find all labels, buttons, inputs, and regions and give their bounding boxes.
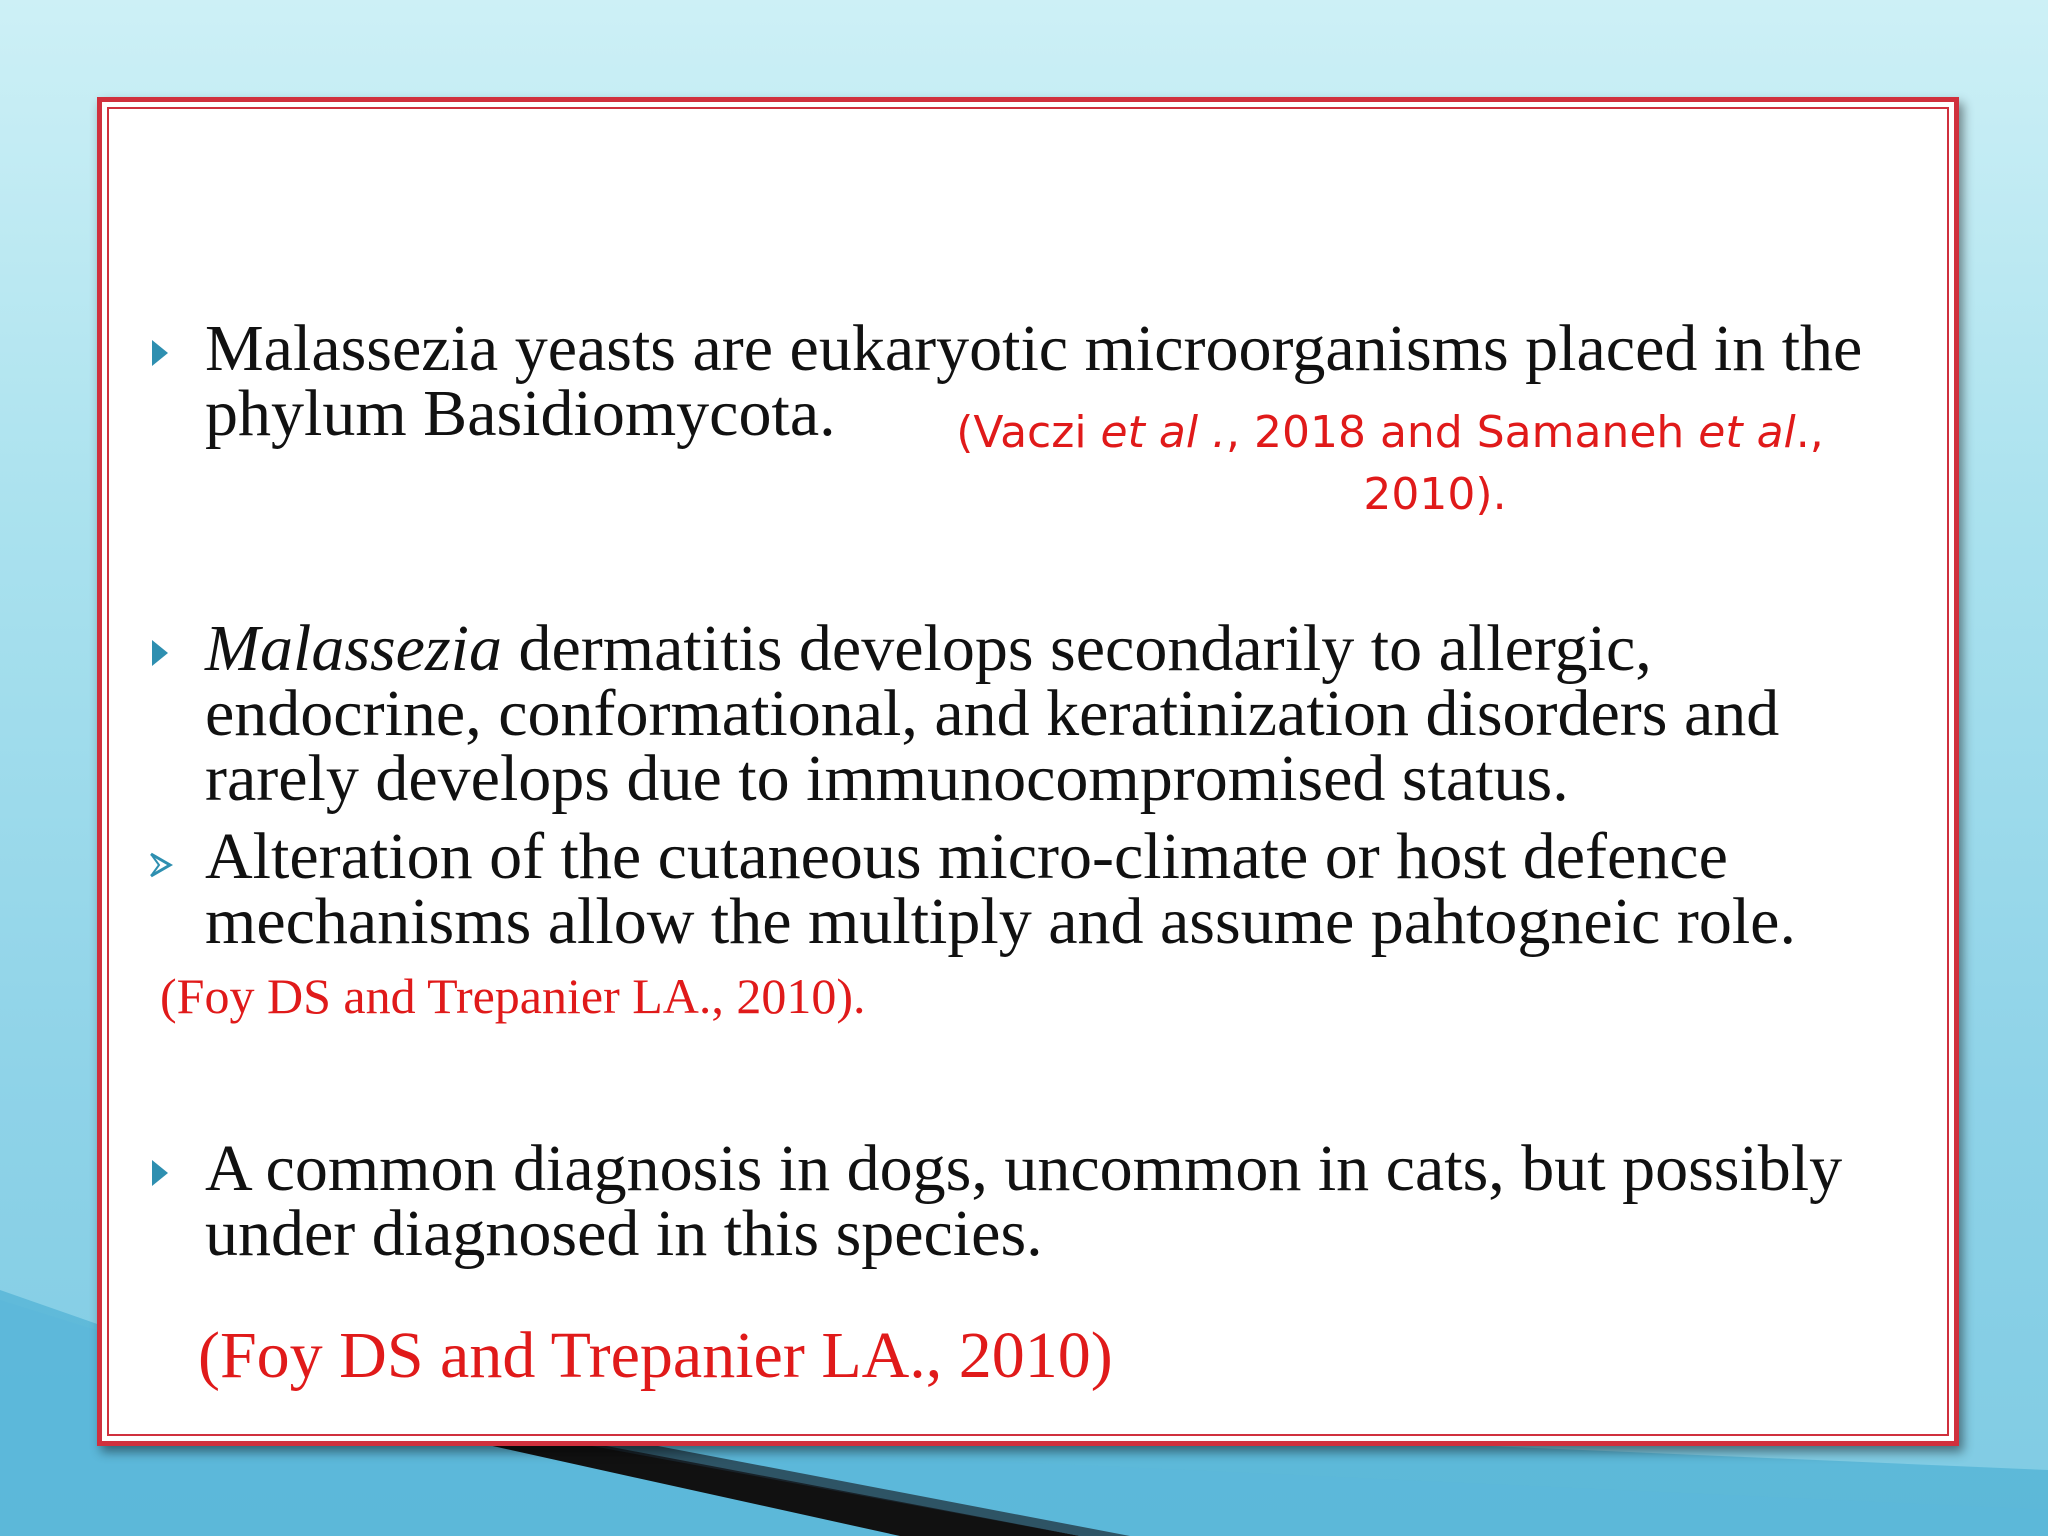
bullet-2-line-1: Malassezia dermatitis develops secondarily to allergic, [205,612,1652,685]
citation-1-line-1: (Vaczi et al ., 2018 and Samaneh et al., [956,407,1824,458]
bullet-4-line-1: A common diagnosis in dogs, uncommon in cats, but possibly [205,1132,1843,1205]
triangle-bullet-icon [150,338,170,368]
chevron-arrow-bullet-icon [148,850,174,880]
bullet-1-line-1: Malassezia yeasts are eukaryotic microorganisms placed in the [205,312,1863,385]
citation-vaczi-samaneh [890,402,1890,526]
triangle-bullet-icon [150,1158,170,1188]
triangle-bullet-icon [150,638,170,668]
bullet-2-line-2: endocrine, conformational, and keratinization disorders and [205,677,1780,750]
citation-1-line-2: 2010). [1363,469,1507,520]
bullet-1-line-2: phylum Basidiomycota. [205,377,836,450]
bullet-2-line-3: rarely develops due to immunocompromised status. [205,742,1569,815]
citation-foy-trepanier-2: (Foy DS and Trepanier LA., 2010) [198,1319,1113,1392]
bullet-4-line-2: under diagnosed in this species. [205,1197,1043,1270]
citation-foy-trepanier-1: (Foy DS and Trepanier LA., 2010). [160,968,866,1024]
bullet-3-line-1: Alteration of the cutaneous micro-climate or host defence [205,820,1728,893]
bullet-3-line-2: mechanisms allow the multiply and assume pahtogneic role. [205,885,1796,958]
